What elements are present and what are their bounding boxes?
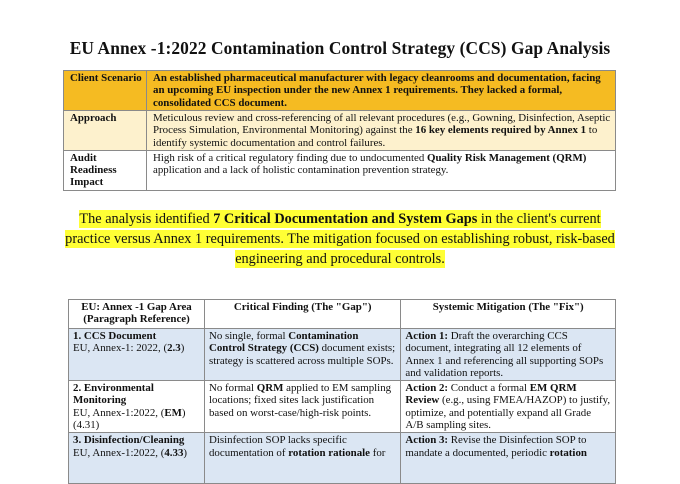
summary-row-audit-readiness [64, 150, 616, 190]
mitigation-cell [401, 381, 616, 433]
bold-text-segment: 2.3 [167, 342, 181, 355]
text-segment: application and a lack of holistic contamination prevention strategy. [153, 164, 449, 177]
table-row [69, 433, 616, 484]
text-segment: ) [180, 342, 185, 355]
bold-text-segment: 7 Critical Documentation and System Gaps [213, 211, 478, 227]
document-title: EU Annex -1:2022 Contamination Control Strategy (CCS) Gap Analysis [69, 38, 611, 58]
summary-label: Client Scenario [64, 71, 147, 111]
summary-text [147, 111, 616, 151]
case-summary-table [63, 70, 616, 191]
text-segment: EU, Annex-1: 2022, ( [73, 342, 168, 355]
bold-text-segment: Quality Risk Management (QRM) [427, 151, 587, 164]
text-segment: ) [183, 446, 188, 459]
summary-row-approach [64, 111, 616, 151]
text-segment: Draft the overarching CCS document, integrating all 12 elements of Annex 1 and referencing all supporting SOPs and validation reports. [405, 330, 604, 379]
action-label: Action 3: [405, 434, 449, 447]
bold-text-segment: rotation rationale [288, 446, 371, 459]
action-label: Action 2: [405, 382, 449, 395]
summary-text: An established pharmaceutical manufacturer with legacy cleanrooms and documentation, facing an upcoming EU inspection under the new Annex 1 requirements. They lacked a formal, consolidated CCS document. [147, 71, 616, 111]
gap-analysis-table [68, 299, 616, 484]
text-segment: High risk of a critical regulatory finding due to undocumented [153, 151, 428, 164]
summary-row-client-scenario [64, 71, 616, 111]
bold-text-segment: 4.33 [164, 446, 184, 459]
bold-text-segment: 16 key elements required by Annex 1 [415, 124, 587, 137]
finding-cell [204, 433, 400, 484]
bold-text-segment: Contamination Control Strategy (CCS) [208, 330, 359, 355]
mitigation-cell [401, 433, 616, 484]
summary-label: Approach [64, 111, 147, 151]
text-segment: Meticulous review and cross-referencing of all relevant procedures (e.g., Gowning, Disinfection, Aseptic Process Simulation, Environmental Monitoring) against the [153, 112, 611, 137]
bold-text-segment: QRM [256, 382, 284, 395]
column-header: EU: Annex -1 Gap Area (Paragraph Reference) [69, 300, 205, 329]
gap-area-title: 3. Disinfection/Cleaning [73, 434, 185, 447]
bold-text-segment: EM [164, 406, 182, 419]
text-segment: No single, formal [208, 330, 289, 342]
bold-text-segment: EM QRM Review [405, 382, 577, 407]
gap-area-cell [69, 329, 205, 381]
table-row [69, 329, 616, 381]
text-segment: The analysis identified [79, 211, 214, 227]
action-label: Action 1: [405, 330, 449, 342]
text-segment: applied to EM sampling locations; fixed sites lack justification based on worst-case/high-risk points. [208, 382, 392, 419]
summary-label: Audit Readiness Impact [64, 150, 147, 190]
table-row [69, 381, 616, 433]
gap-area-cell [69, 433, 205, 484]
gap-area-cell [69, 381, 205, 433]
gap-area-title: 1. CCS Document [73, 330, 157, 342]
table-header-row [69, 300, 616, 329]
text-segment: No formal [208, 382, 257, 395]
finding-cell [204, 381, 400, 433]
summary-text [147, 150, 616, 190]
text-segment: to identify systemic documentation and control failures. [153, 124, 598, 149]
text-segment: Conduct a formal [448, 382, 530, 395]
bold-text-segment: rotation [549, 446, 587, 459]
text-segment: for [370, 446, 386, 459]
text-segment: EU, Annex-1:2022, ( [73, 446, 165, 459]
finding-cell [204, 329, 400, 381]
text-segment: ) (4.31) [73, 406, 186, 432]
text-segment: (e.g., using FMEA/HAZOP) to justify, optimize, and potentially expand all Grade A/B sampling sites. [405, 394, 611, 432]
column-header: Critical Finding (The "Gap") [204, 300, 400, 329]
highlighted-text [65, 210, 615, 268]
analysis-statement [62, 209, 618, 269]
gap-area-title: 2. Environmental Monitoring [73, 382, 154, 407]
column-header: Systemic Mitigation (The "Fix") [401, 300, 616, 329]
text-segment: EU, Annex-1:2022, ( [73, 406, 165, 419]
text-segment: in the client's current practice versus Annex 1 requirements. The mitigation focused on establishing robust, risk-based engineering and procedural controls. [65, 211, 615, 267]
text-segment: Revise the Disinfection SOP to mandate a documented, periodic [405, 434, 587, 459]
text-segment: Disinfection SOP lacks specific documentation of [208, 434, 347, 459]
mitigation-cell [401, 329, 616, 381]
text-segment: document exists; strategy is scattered across multiple SOPs. [208, 342, 396, 367]
